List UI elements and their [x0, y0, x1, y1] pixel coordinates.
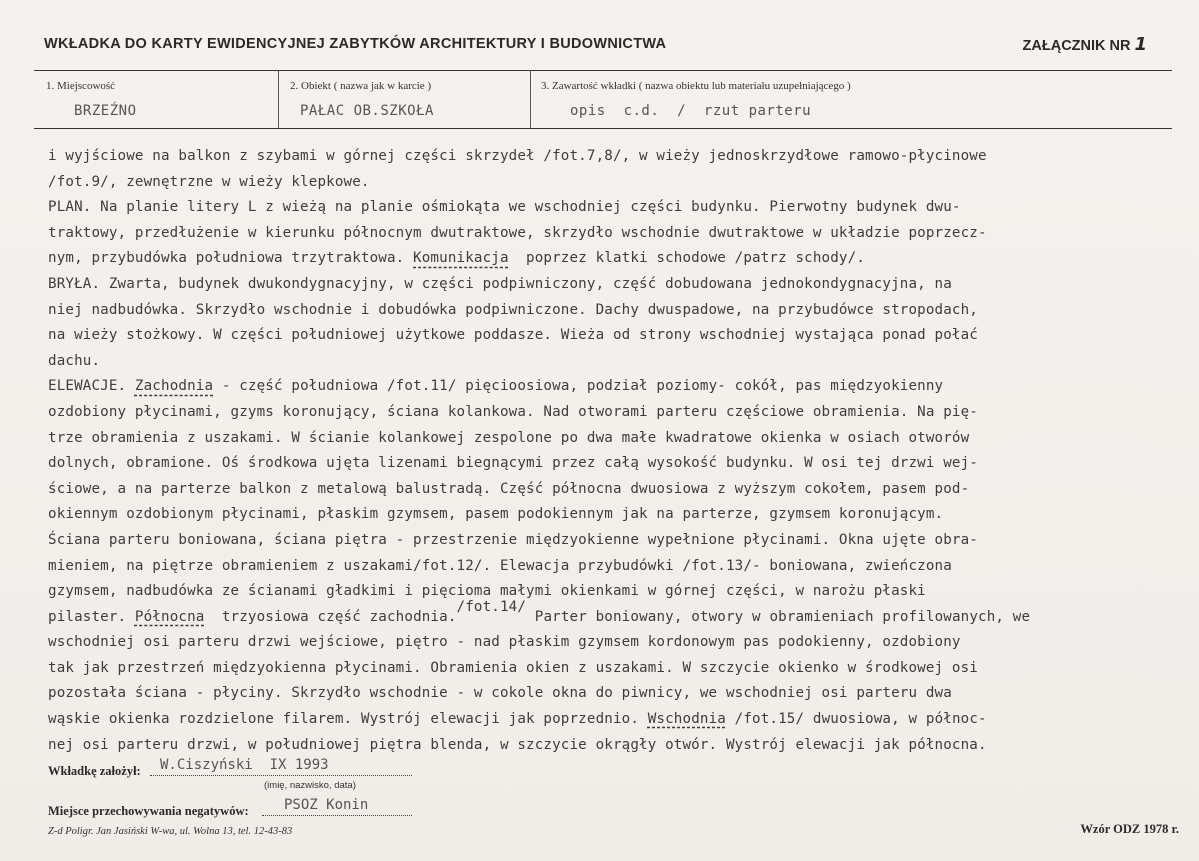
text-line: nej osi parteru drzwi, w południowej piętra blenda, w szczycie okrągły otwór. Wystrój elewacji jak północna. [48, 736, 987, 753]
text-line: mieniem, na piętrze obramieniem z uszakami/fot.12/. Elewacja przybudówki /fot.13/- boniowana, zwieńczona [48, 557, 952, 574]
underlined-term: Zachodnia [134, 378, 214, 395]
created-by-value: W.Ciszyński IX 1993 [160, 757, 329, 773]
text-segment: /fot.15/ dwuosiowa, w północ- [725, 711, 987, 728]
text-line: wschodniej osi parteru drzwi wejściowe, piętro - nad płaskim gzymsem kordonowym pas podokienny, ozdobiony [48, 634, 961, 651]
created-by-label: Wkładkę założył: [48, 764, 141, 778]
description-text [48, 144, 1158, 758]
text-line: tak jak przestrzeń międzyokienna płycinami. Obramienia okien z uszakami. W szczycie okienko w środkowej osi [48, 659, 979, 676]
text-line: i wyjściowe na balkon z szybami w górnej części skrzydeł /fot.7,8/, w wieży jednoskrzydłowe ramowo-płycinowe [48, 148, 987, 164]
text-line [48, 707, 1158, 733]
text-line: /fot.9/, zewnętrzne w wieży klepkowe. [48, 173, 370, 190]
content-label: 3. Zawartość wkładki ( nazwa obiektu lub materiału uzupełniającego ) [541, 80, 851, 92]
header-rule-top [34, 70, 1172, 71]
text-segment: poprzez klatki schodowe /patrz schody/. [508, 250, 866, 267]
negatives-storage-value: PSOZ Konin [284, 797, 369, 813]
underlined-term: Wschodnia [647, 711, 726, 728]
text-segment: ELEWACJE. [48, 378, 135, 395]
object-label: 2. Obiekt ( nazwa jak w karcie ) [290, 80, 432, 92]
annex-number: 1 [1134, 34, 1147, 55]
text-line: gzymsem, nadbudówka ze ścianami gładkimi i pięcioma małymi okienkami w górnej części, w narożu płaski [48, 583, 926, 600]
text-line [48, 598, 1158, 631]
object-value: PAŁAC OB.SZKOŁA [300, 103, 434, 119]
created-by-hint: (imię, nazwisko, data) [264, 780, 356, 791]
text-line: na wieży stożkowy. W części południowej użytkowe poddasze. Wieża od strony wschodniej wystająca ponad połać [48, 327, 979, 344]
negatives-storage-dotted-line [262, 815, 412, 816]
form-model: Wzór ODZ 1978 r. [1080, 822, 1179, 836]
text-line: okiennym ozdobionym płycinami, płaskim gzymsem, pasem podokiennym jak na parterze, gzymsem koronującym. [48, 506, 944, 523]
locality-label: 1. Miejscowość [46, 80, 116, 92]
underlined-term: Komunikacja [413, 250, 509, 267]
annex-label-text: ZAŁĄCZNIK NR [1022, 38, 1131, 54]
text-line: traktowy, przedłużenie w kierunku północnym dwutraktowe, skrzydło wschodnie dwutraktowe w układzie poprzecz- [48, 224, 987, 241]
text-line [48, 374, 1158, 400]
negatives-storage-label: Miejsce przechowywania negatywów: [48, 804, 249, 818]
annex-label [1023, 34, 1147, 55]
text-line: BRYŁA. Zwarta, budynek dwukondygnacyjny, w części podpiwniczony, część dobudowana jednokondygnacyjna, na [48, 275, 952, 292]
underlined-term: Północna [134, 608, 205, 625]
text-segment: Parter boniowany, otwory w obramieniach profilowanych, we [526, 608, 1031, 625]
field-divider-1 [278, 70, 279, 128]
text-line: dolnych, obramione. Oś środkowa ujęta lizenami biegnącymi przez całą wysokość budynku. W osi tej drzwi wej- [48, 455, 979, 472]
text-line: PLAN. Na planie litery L z wieżą na planie ośmiokąta we wschodniej części budynku. Pierwotny budynek dwu- [48, 199, 961, 216]
printer-imprint: Z-d Poligr. Jan Jasiński W-wa, ul. Wolna 13, tel. 12-43-83 [48, 826, 293, 837]
content-value: opis c.d. / rzut parteru [570, 103, 812, 119]
text-segment: pilaster. [48, 608, 135, 625]
text-line [48, 246, 1158, 272]
text-line: pozostała ściana - płyciny. Skrzydło wschodnie - w cokole okna do piwnicy, we wschodniej osi parteru dwa [48, 685, 952, 702]
created-by-dotted-line [150, 775, 412, 776]
text-line: trze obramienia z uszakami. W ścianie kolankowej zespolone po dwa małe kwadratowe okienka w osiach otworów [48, 429, 970, 446]
text-line: ozdobiony płycinami, gzyms koronujący, ściana kolankowa. Nad otworami parteru częściowe obramienia. Na pię- [48, 403, 979, 420]
locality-value: BRZEŹNO [74, 103, 137, 119]
text-segment: trzyosiowa część zachodnia. [204, 608, 457, 625]
text-segment: - część południowa /fot.11/ pięcioosiowa, podział poziomy- cokół, pas międzyokienny [213, 378, 944, 395]
inserted-reference: /fot.14/ [456, 598, 527, 615]
header-rule-bottom [34, 128, 1172, 129]
text-segment: wąskie okienka rozdzielone filarem. Wystrój elewacji jak poprzednio. [48, 711, 648, 728]
text-line: niej nadbudówka. Skrzydło wschodnie i dobudówka podpiwniczone. Dachy dwuspadowe, na przybudówce stropodach, [48, 301, 979, 318]
text-line: ściowe, a na parterze balkon z metalową balustradą. Część północna dwuosiowa z wyższym cokołem, pasem pod- [48, 480, 970, 497]
field-divider-2 [530, 70, 531, 128]
text-line: dachu. [48, 352, 101, 369]
card-title: WKŁADKA DO KARTY EWIDENCYJNEJ ZABYTKÓW ARCHITEKTURY I BUDOWNICTWA [44, 36, 667, 52]
text-line: Ściana parteru boniowana, ściana piętra - przestrzenie międzyokienne wypełnione płycinami. Okna ujęte obra- [48, 531, 979, 548]
text-segment: nym, przybudówka południowa trzytraktowa. [48, 250, 414, 267]
